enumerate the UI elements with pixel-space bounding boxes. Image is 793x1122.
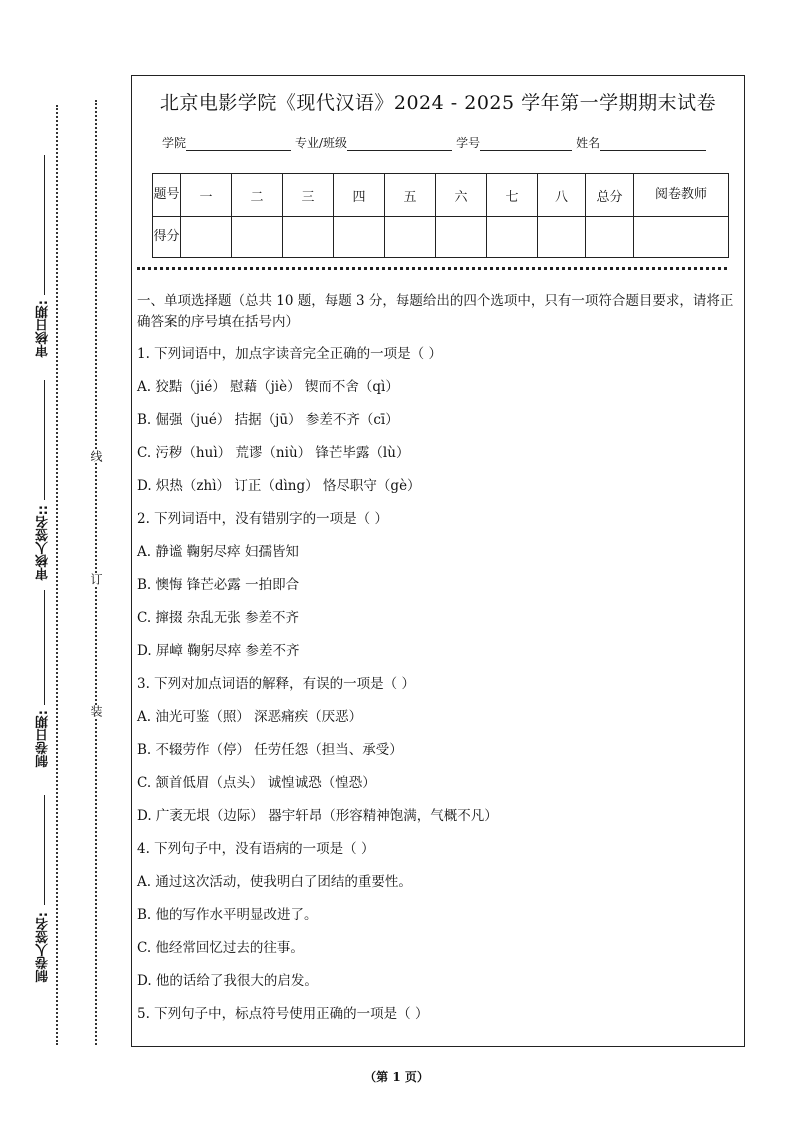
make-date-line <box>44 590 45 705</box>
score-table <box>152 173 729 258</box>
score-cell-8[interactable] <box>538 217 586 258</box>
score-cell-3[interactable] <box>283 217 334 258</box>
q3-option-b: B. 不辍劳作（停） 任劳任怨（担当、承受） <box>137 742 403 758</box>
col-6: 六 <box>436 174 487 217</box>
exam-frame <box>131 75 745 1047</box>
binding-dotted-line-outer <box>56 105 58 1045</box>
score-cell-6[interactable] <box>436 217 487 258</box>
q4-stem: 4. 下列句子中，没有语病的一项是（ ） <box>137 841 375 857</box>
q4-option-a: A. 通过这次活动，使我明白了团结的重要性。 <box>137 874 412 890</box>
section-1-heading: 一、单项选择题（总共 10 题，每题 3 分，每题给出的四个选项中，只有一项符合题目要求，请将正确答案的序号填在括号内） <box>137 293 734 330</box>
review-date-line <box>44 155 45 295</box>
score-label: 得分 <box>153 217 181 258</box>
col-7: 七 <box>487 174 538 217</box>
college-field[interactable] <box>186 136 291 151</box>
q2-option-a: A. 静谧 鞠躬尽瘁 妇孺皆知 <box>137 544 299 560</box>
student-info-row <box>162 134 710 151</box>
major-class-field[interactable] <box>347 136 452 151</box>
question-number-label: 题号 <box>153 174 181 217</box>
q1-option-b: B. 倔强（jué） 拮据（jū） 参差不齐（cī） <box>137 412 399 428</box>
q3-option-a: A. 油光可鉴（照） 深恶痛疾（厌恶） <box>137 709 363 725</box>
major-class-label: 专业/班级 <box>295 136 348 150</box>
q2-option-c: C. 撺掇 杂乱无张 参差不齐 <box>137 610 300 626</box>
exam-title: 北京电影学院《现代汉语》2024 - 2025 学年第一学期期末试卷 <box>159 92 717 114</box>
q1-stem: 1. 下列词语中，加点字读音完全正确的一项是（ ） <box>137 346 442 362</box>
col-1: 一 <box>181 174 232 217</box>
col-5: 五 <box>385 174 436 217</box>
col-total: 总分 <box>586 174 634 217</box>
binding-ding-char: 订 <box>89 573 103 585</box>
reviewer-sign-label: 审核人签名:: <box>36 505 51 581</box>
score-cell-1[interactable] <box>181 217 232 258</box>
q2-option-d: D. 屏嶂 鞠躬尽瘁 参差不齐 <box>137 643 300 659</box>
score-cell-4[interactable] <box>334 217 385 258</box>
student-id-label: 学号 <box>456 136 481 150</box>
binding-zhuang-char: 装 <box>89 705 103 717</box>
section-divider <box>137 267 727 270</box>
q3-option-c: C. 颔首低眉（点头） 诚惶诚恐（惶恐） <box>137 775 376 791</box>
q4-option-b: B. 他的写作水平明显改进了。 <box>137 907 318 923</box>
q3-stem: 3. 下列对加点词语的解释，有误的一项是（ ） <box>137 676 415 692</box>
score-table-score-row <box>153 217 729 258</box>
q2-option-b: B. 懊悔 锋芒必露 一拍即合 <box>137 577 300 593</box>
col-4: 四 <box>334 174 385 217</box>
student-id-field[interactable] <box>480 136 572 151</box>
col-8: 八 <box>538 174 586 217</box>
score-cell-grader[interactable] <box>634 217 729 258</box>
maker-sign-label: 制卷人签名: <box>36 912 51 983</box>
reviewer-sign-line <box>44 380 45 500</box>
binding-line-char: 线 <box>89 450 103 462</box>
q1-option-d: D. 炽热（zhì） 订正（dìng） 恪尽职守（gè） <box>137 478 421 494</box>
q4-option-d: D. 他的话给了我很大的启发。 <box>137 973 318 989</box>
college-label: 学院 <box>162 136 187 150</box>
score-cell-2[interactable] <box>232 217 283 258</box>
score-cell-total[interactable] <box>586 217 634 258</box>
col-3: 三 <box>283 174 334 217</box>
name-field[interactable] <box>600 136 706 151</box>
q1-option-a: A. 狡黠（jié） 慰藉（jiè） 锲而不舍（qì） <box>137 379 399 395</box>
q1-option-c: C. 污秽（huì） 荒谬（niù） 锋芒毕露（lù） <box>137 445 410 461</box>
q3-option-d: D. 广袤无垠（边际） 器宇轩昂（形容精神饱满，气概不凡） <box>137 808 498 824</box>
col-2: 二 <box>232 174 283 217</box>
score-table-header-row <box>153 174 729 217</box>
score-cell-7[interactable] <box>487 217 538 258</box>
name-label: 姓名 <box>576 136 601 150</box>
section-1 <box>137 291 737 1031</box>
q5-stem: 5. 下列句子中，标点符号使用正确的一项是（ ） <box>137 1006 429 1022</box>
review-date-label: 审核日期: <box>36 300 51 358</box>
maker-sign-line <box>44 795 45 905</box>
make-date-label: 制卷日期: <box>36 710 51 768</box>
q2-stem: 2. 下列词语中，没有错别字的一项是（ ） <box>137 511 388 527</box>
col-grader: 阅卷教师 <box>634 174 729 217</box>
score-cell-5[interactable] <box>385 217 436 258</box>
page-number: （第 1 页） <box>364 1070 429 1084</box>
q4-option-c: C. 他经常回忆过去的往事。 <box>137 940 304 956</box>
